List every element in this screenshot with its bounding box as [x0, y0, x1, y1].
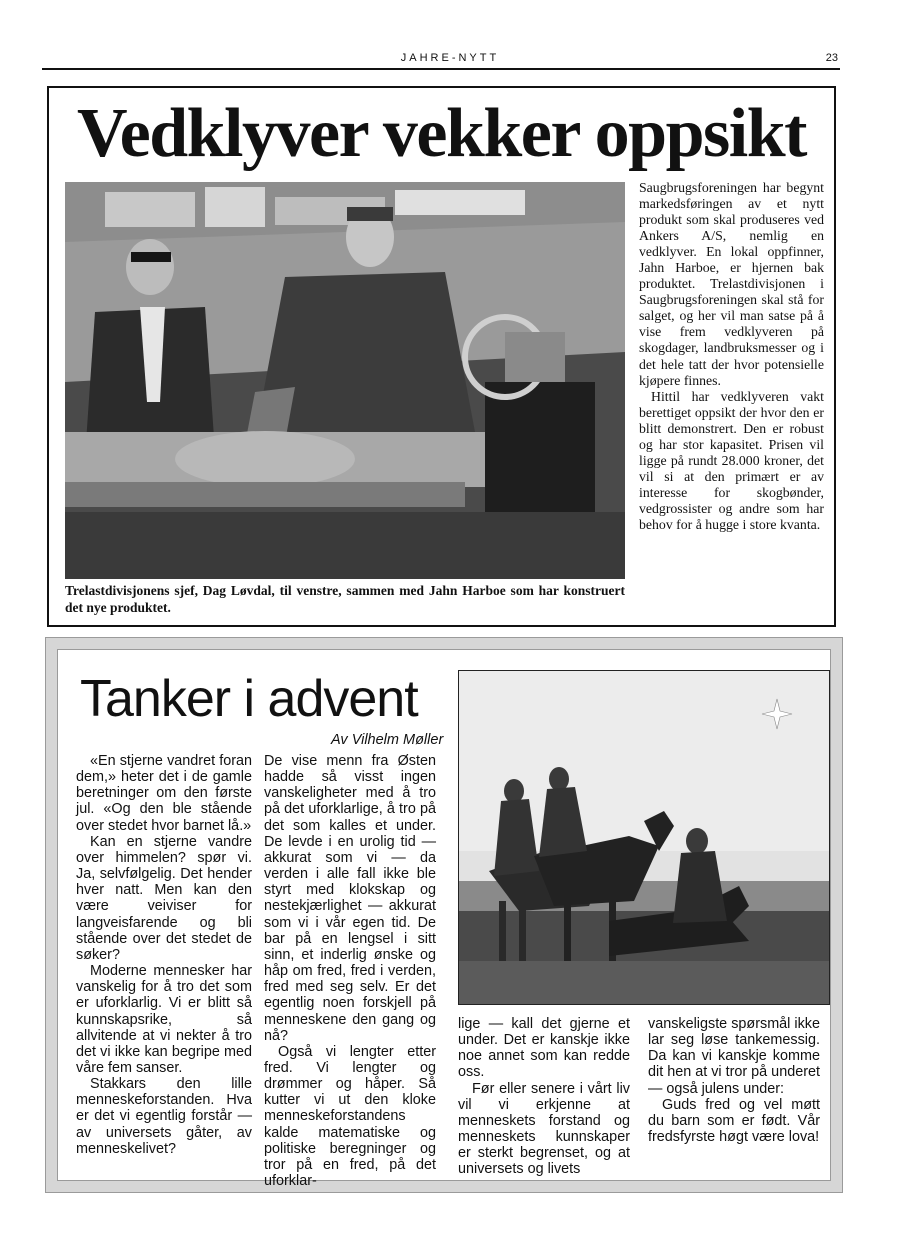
- article2-paragraph: vanskeligste spørsmål ikke lar seg løse tankemessig. Da kan vi kanskje komme dit hen at vi tror på underet — også julens under:: [648, 1016, 820, 1097]
- article2-paragraph: «En stjerne vandret foran dem,» heter det i de gamle beretninger om den første jul. «Og den ble stående over stedet hvor barnet lå.»: [76, 753, 252, 834]
- article2-paragraph: Kan en stjerne vandre over himmelen? spør vi. Ja, selvfølgelig. Det hender hver natt. Men kan den være veiviser for langveisfarende og bli stående over det stedet de søker?: [76, 833, 252, 963]
- article2-paragraph: Også vi lengter etter fred. Vi lengter og drømmer og håper. Så kutter vi ut den kloke menneskeforstandens kalde matematiske og politiske beregninger og tror på en fred, på det uforklar-: [264, 1043, 436, 1190]
- article2-paragraph: Stakkars den lille menneskeforstanden. Hva er det vi egentlig forstår — av universets gåter, av menneskelivet?: [76, 1076, 252, 1157]
- article1-headline: Vedklyver vekker oppsikt: [77, 95, 806, 172]
- running-header: JAHRE-NYTT: [400, 52, 500, 64]
- article2-byline: Av Vilhelm Møller: [331, 732, 444, 748]
- article2-column-3: [458, 1016, 630, 1178]
- article-tanker-i-advent: [46, 638, 842, 1192]
- article1-photo-caption: Trelastdivisjonens sjef, Dag Løvdal, til venstre, sammen med Jahn Harboe som har konstruert det nye produktet.: [65, 583, 625, 615]
- article2-photo: [458, 670, 830, 1005]
- article2-paragraph: De vise menn fra Østen hadde så visst ingen vanskeligheter med å tro på det uforklarlige, å tro på det som kalles et under. De levde i en urolig tid — akkurat som vi — da verden i alle fall ikke ble styrt med klokskap og nestekjærlighet — akkurat som vi i vår egen tid. De bar på en lengsel i sitt sinn, et inderlig ønske og håp om fred, fred i verden, fred med seg selv. Er det egentlig noen forskjell på menneskene den gang og nå?: [264, 753, 436, 1044]
- article2-column-1: [76, 753, 252, 1157]
- article2-column-2: [264, 753, 436, 1189]
- photo-two-men-with-log-splitter-icon: [65, 182, 625, 579]
- article1-paragraph: Hittil har vedklyveren vakt berettiget oppsikt der hvor den er blitt demonstrert. Den er robust og har stor kapasitet. Prisen vil ligge på rundt 28.000 kroner, det vil si at den primært er av interesse for skogbønder, vedgrossister og andre som har behov for å hugge i store kvanta.: [639, 388, 824, 532]
- header-rule: [42, 68, 840, 70]
- article1-paragraph: Saugbrugsforeningen har begynt markedsføringen av et nytt produkt som skal produseres ved Ankers A/S, nemlig en vedklyver. En lokal oppfinner, Jahn Harboe, er hjernen bak produktet. Trelastdivisjonen i Saugbrugsforeningen skal stå for salget, og her vil man satse på å vise frem vedklyveren på skogdager, landbruksmesser og i det hele tatt der hvor potensielle kjøpere finnes.: [639, 180, 824, 388]
- photo-three-wise-men-camels-star-icon: [459, 671, 830, 1005]
- article2-paragraph: Guds fred og vel møtt du barn som er født. Vår fredsfyrste høgt være lova!: [648, 1096, 820, 1146]
- article2-paragraph: Før eller senere i vårt liv vil vi erkjenne at menneskets forstand og menneskets kunnskaper er sterkt begrenset, og at universets og livets: [458, 1080, 630, 1178]
- article2-paragraph: Moderne mennesker har vanskelig for å tro det som er uforklarlig. Vi er blitt så kunnskapsrike, så allvitende at vi nekter å tro det vi ikke kan begripe med våre fem sanser.: [76, 963, 252, 1076]
- page-number: 23: [825, 52, 838, 64]
- decorative-border-frame: [57, 649, 831, 1190]
- article1-body: [639, 180, 824, 533]
- article2-column-4: [648, 1016, 820, 1145]
- article1-photo: [65, 182, 625, 579]
- article2-paragraph: lige — kall det gjerne et under. Det er kanskje ikke noe annet som kan redde oss.: [458, 1016, 630, 1081]
- article-vedklyver: [47, 86, 836, 627]
- article2-headline: Tanker i advent: [80, 670, 418, 728]
